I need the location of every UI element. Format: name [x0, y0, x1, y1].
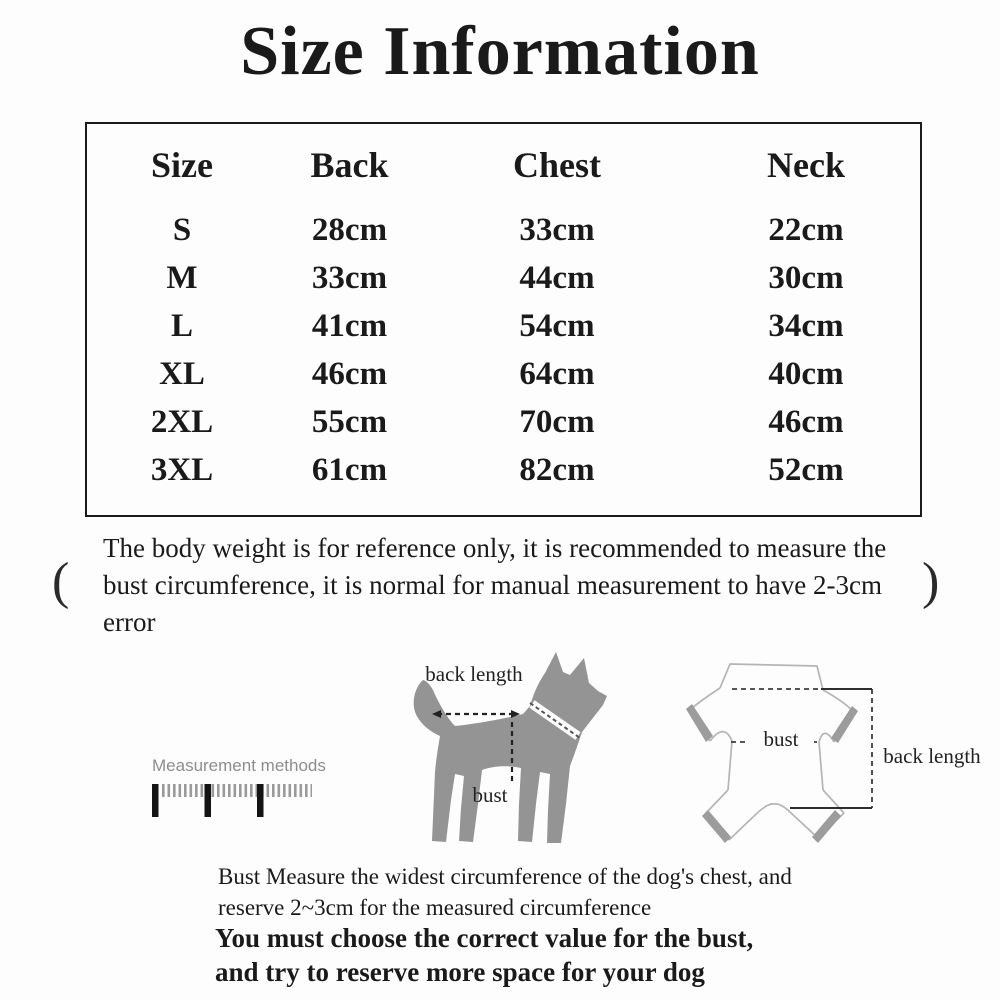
- chest-cell: 70cm: [519, 403, 595, 440]
- bust-note-line: reserve 2~3cm for the measured circumference: [218, 895, 652, 920]
- neck-cell: 40cm: [768, 355, 844, 392]
- column-header-chest: Chest: [513, 145, 601, 185]
- column-header-neck: Neck: [767, 145, 845, 185]
- column-header-back: Back: [310, 145, 389, 185]
- chest-cell: 54cm: [519, 307, 595, 344]
- size-cell: XL: [159, 355, 205, 392]
- chest-cell: 33cm: [519, 211, 595, 248]
- note-left-paren: (: [52, 553, 70, 610]
- size-table: [85, 122, 922, 517]
- garment-back-length-label: back length: [883, 744, 981, 768]
- bust-measure-note: [218, 861, 858, 923]
- column-header-size: Size: [151, 145, 213, 185]
- dog-back-length-label: back length: [425, 662, 523, 686]
- note-line: The body weight is for reference only, it is recommended to measure the: [103, 533, 887, 563]
- bust-note-line: Bust Measure the widest circumference of the dog's chest, and: [218, 864, 792, 889]
- garment-bust-label: bust: [748, 727, 814, 752]
- note-right-paren: ): [922, 553, 940, 610]
- reference-note: [103, 530, 923, 641]
- back-cell: 41cm: [311, 307, 388, 344]
- bust-choice-warning: [215, 921, 855, 989]
- dog-bust-label: bust: [472, 783, 508, 807]
- note-line: bust circumference, it is normal for manual measurement to have 2-3cm: [103, 570, 882, 600]
- neck-cell: 22cm: [768, 211, 844, 248]
- back-cell: 61cm: [311, 451, 388, 488]
- back-cell: 46cm: [311, 355, 388, 392]
- page-title: Size Information: [240, 13, 760, 90]
- neck-cell: 30cm: [768, 259, 844, 296]
- neck-cell: 46cm: [768, 403, 844, 440]
- chest-cell: 44cm: [519, 259, 595, 296]
- ruler-icon: [148, 781, 318, 821]
- chest-cell: 82cm: [519, 451, 595, 488]
- back-cell: 55cm: [311, 403, 388, 440]
- back-cell: 28cm: [311, 211, 388, 248]
- warning-line: and try to reserve more space for your dog: [215, 957, 705, 987]
- warning-line: You must choose the correct value for the bust,: [215, 923, 754, 953]
- chest-cell: 64cm: [519, 355, 595, 392]
- measurement-methods-label: Measurement methods: [152, 756, 326, 775]
- note-line: error: [103, 607, 156, 637]
- size-cell: M: [166, 259, 198, 296]
- neck-cell: 52cm: [768, 451, 844, 488]
- neck-cell: 34cm: [768, 307, 844, 344]
- size-cell: 2XL: [150, 403, 214, 440]
- back-cell: 33cm: [311, 259, 388, 296]
- size-cell: S: [172, 211, 192, 248]
- size-cell: L: [170, 307, 193, 344]
- size-cell: 3XL: [150, 451, 214, 488]
